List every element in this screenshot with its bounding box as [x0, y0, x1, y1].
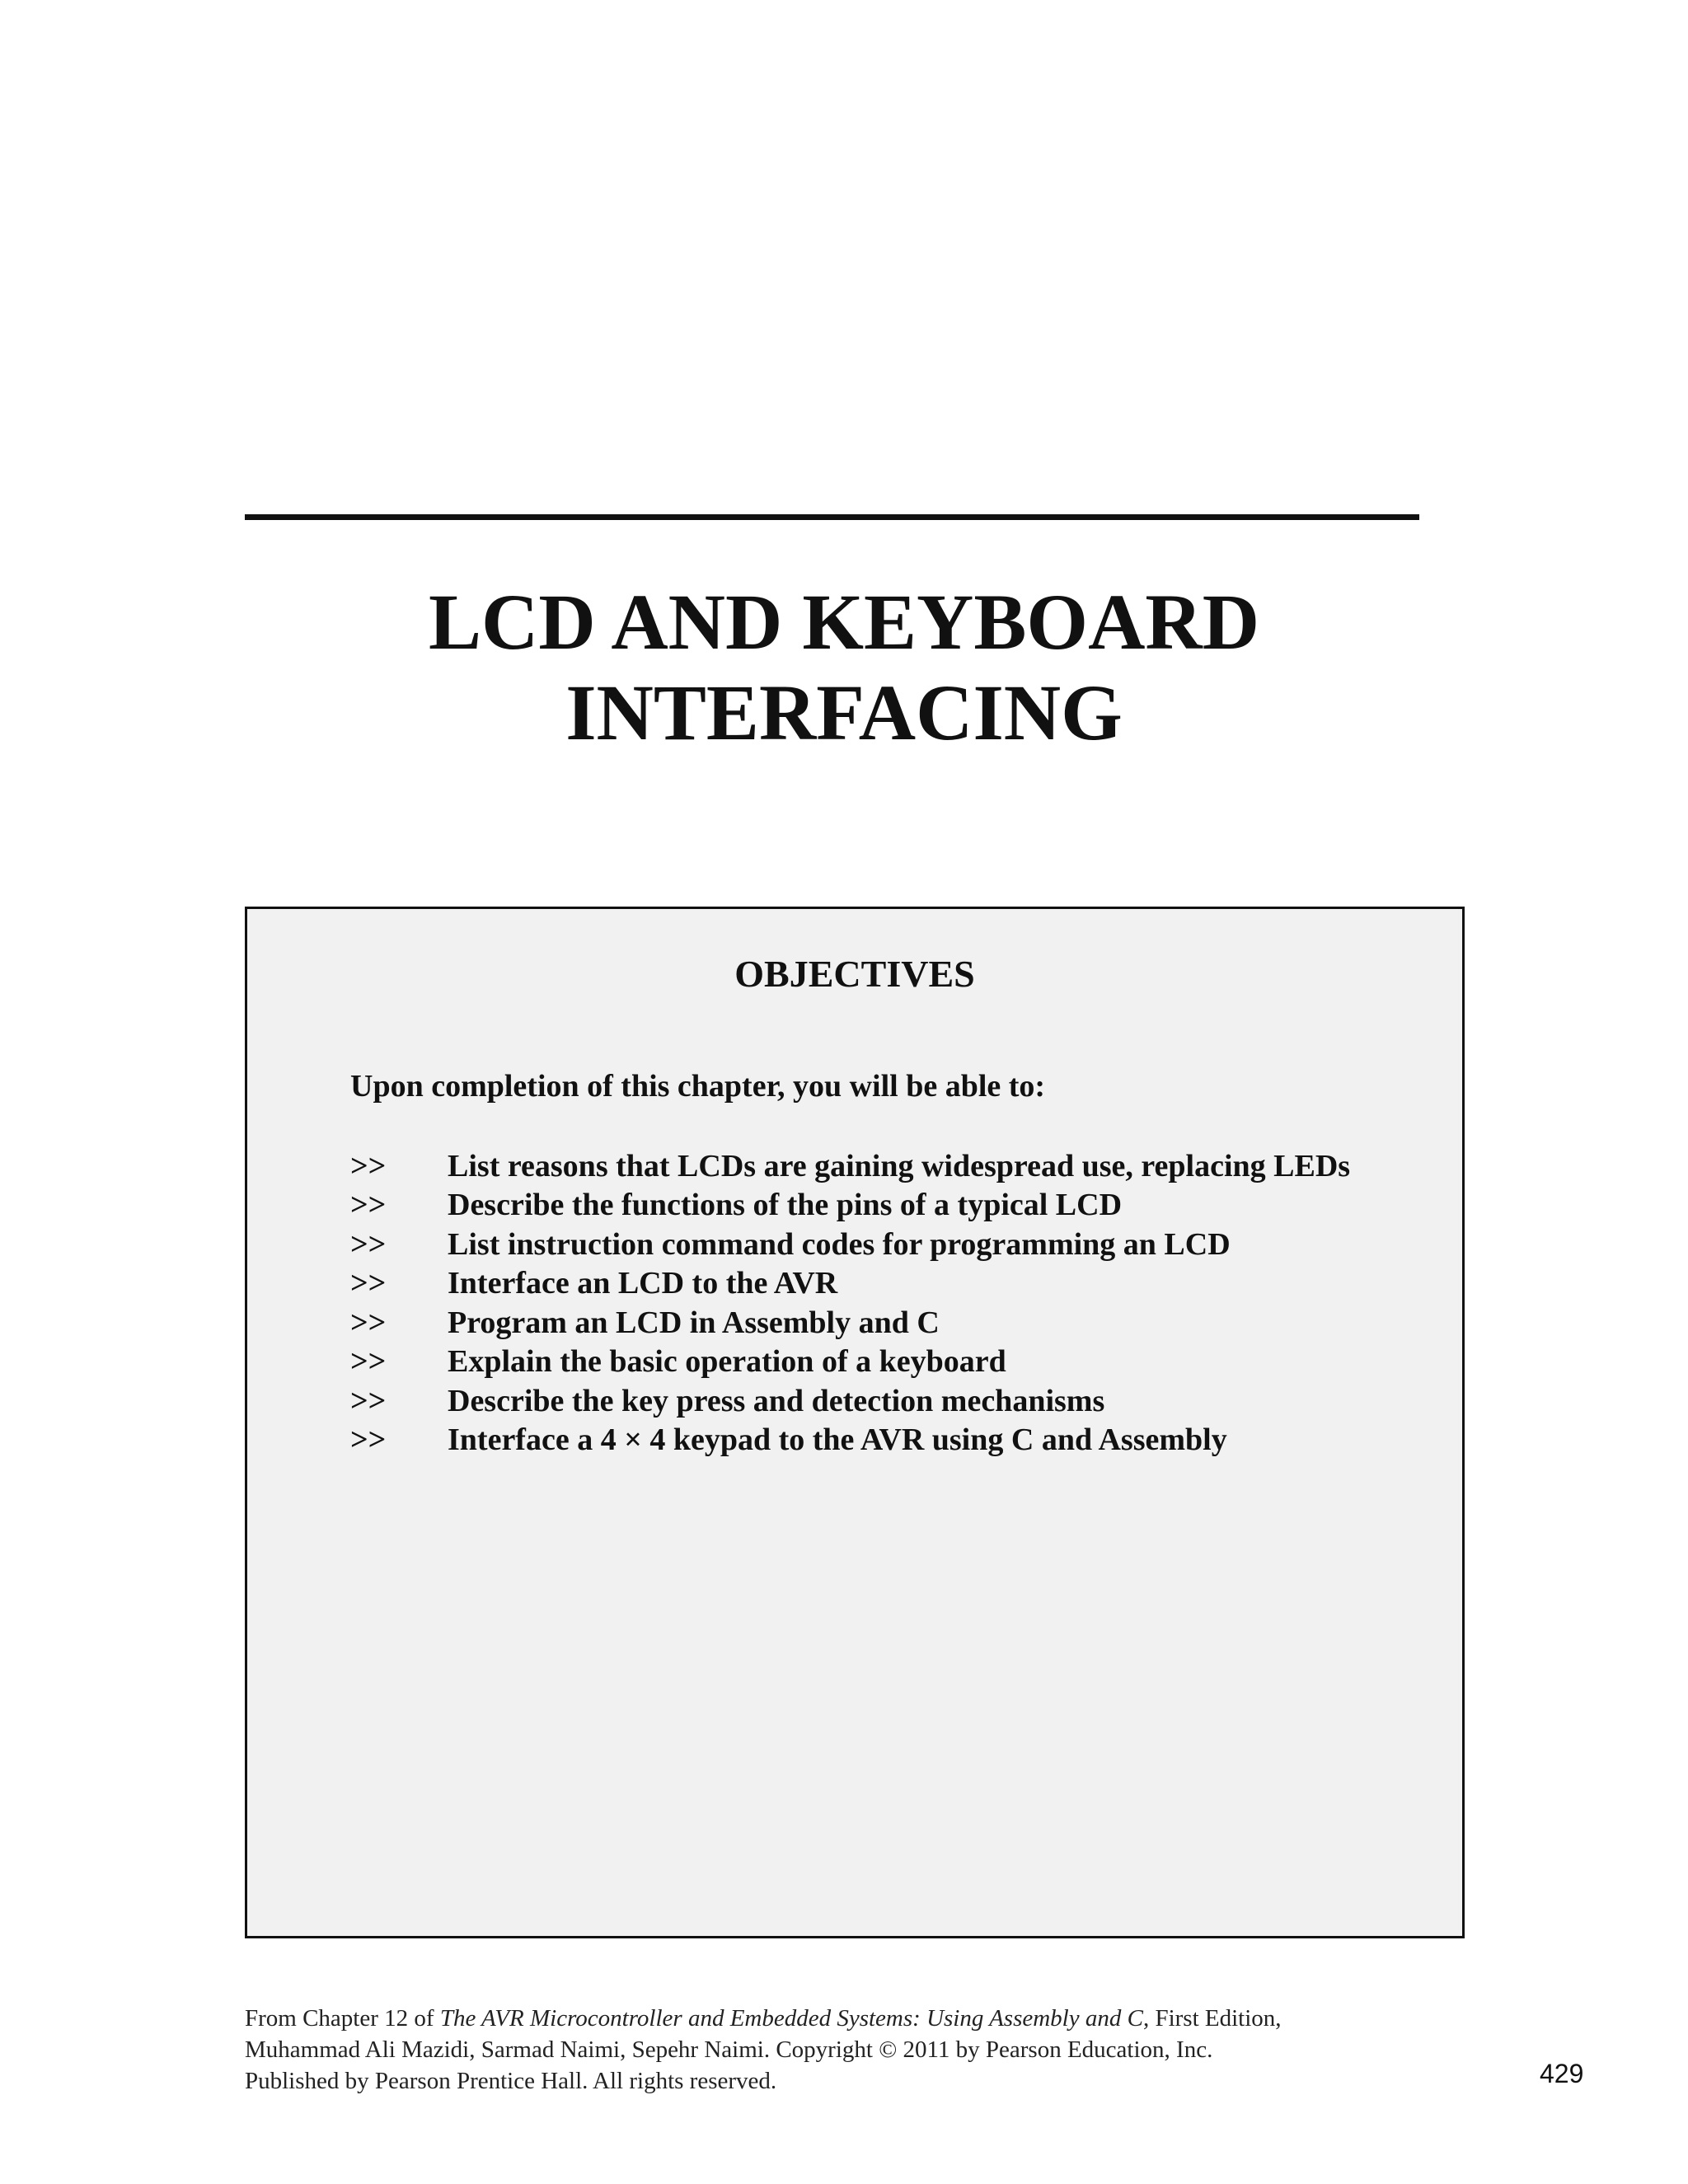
objective-marker: >> [350, 1383, 387, 1418]
chapter-title-line-2: INTERFACING [565, 668, 1123, 757]
objectives-list [350, 1146, 1350, 1460]
objective-item [350, 1225, 1350, 1264]
objective-item [350, 1264, 1350, 1304]
chapter-title [0, 577, 1688, 758]
objective-item [350, 1343, 1350, 1382]
title-rule [245, 514, 1419, 520]
footer-prefix: From Chapter 12 of [245, 2005, 440, 2032]
objective-marker: >> [350, 1226, 387, 1262]
footer-credit [245, 2003, 1282, 2097]
objective-item [350, 1186, 1350, 1226]
objective-text: Interface an LCD to the AVR [448, 1266, 838, 1301]
footer-credit-line-2: Muhammad Ali Mazidi, Sarmad Naimi, Sepehr Naimi. Copyright © 2011 by Pearson Education, Inc. [245, 2036, 1213, 2063]
objective-text: Interface a 4 × 4 keypad to the AVR using C and Assembly [448, 1422, 1227, 1458]
objective-marker: >> [350, 1266, 387, 1301]
objectives-box [245, 907, 1465, 1938]
book-title: The AVR Microcontroller and Embedded Systems: Using Assembly and C [439, 2005, 1143, 2032]
footer-credit-line-3: Published by Pearson Prentice Hall. All rights reserved. [245, 2068, 777, 2094]
objectives-intro: Upon completion of this chapter, you will be able to: [350, 1069, 1046, 1104]
footer-suffix: , First Edition, [1142, 2005, 1282, 2032]
footer-credit-line-1 [245, 2003, 1282, 2034]
objective-marker: >> [350, 1188, 387, 1223]
chapter-title-line-1: LCD AND KEYBOARD [428, 578, 1260, 666]
objective-text: List instruction command codes for programming an LCD [448, 1226, 1231, 1262]
objective-item [350, 1303, 1350, 1343]
page-number: 429 [1540, 2059, 1584, 2088]
objective-text: Program an LCD in Assembly and C [448, 1305, 940, 1340]
objective-marker: >> [350, 1344, 387, 1380]
objective-text: Describe the functions of the pins of a typical LCD [448, 1188, 1123, 1223]
objective-marker: >> [350, 1422, 387, 1458]
objective-item [350, 1146, 1350, 1186]
objective-text: List reasons that LCDs are gaining widespread use, replacing LEDs [448, 1148, 1351, 1183]
objective-text: Explain the basic operation of a keyboard [448, 1344, 1006, 1380]
objective-marker: >> [350, 1305, 387, 1340]
objective-item [350, 1381, 1350, 1421]
objective-text: Describe the key press and detection mechanisms [448, 1383, 1105, 1418]
objective-item [350, 1421, 1350, 1460]
objectives-heading: OBJECTIVES [734, 953, 975, 995]
objective-marker: >> [350, 1148, 387, 1183]
